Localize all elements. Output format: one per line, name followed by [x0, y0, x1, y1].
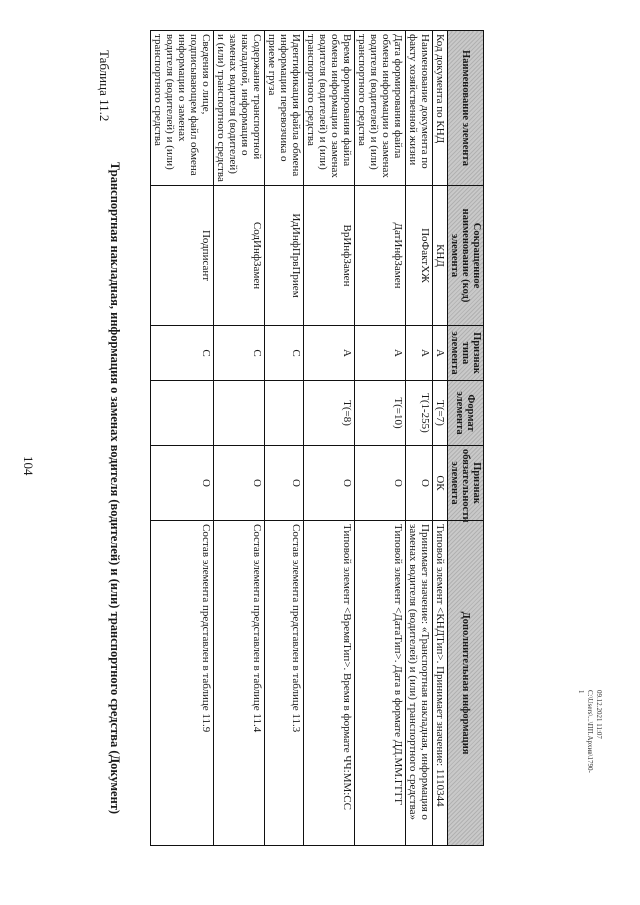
cell-mandatory-flag: О	[355, 446, 406, 521]
table-row	[265, 31, 304, 846]
table-container	[150, 30, 484, 846]
cell-additional-info: Типовой элемент <КНДТип>. Принимает значение: 1110344	[433, 521, 448, 846]
table-row	[355, 31, 406, 846]
table-row	[151, 31, 214, 846]
elements-table	[150, 30, 484, 846]
cell-format: Т(=8)	[304, 381, 355, 446]
cell-element-name: Идентификация файла обмена информации перевозчика о приеме груза	[265, 31, 304, 186]
cell-type-flag: С	[214, 326, 265, 381]
cell-type-flag: А	[433, 326, 448, 381]
header-element-name: Наименование элемента	[448, 31, 484, 186]
cell-short-code: ПоФактХЖ	[406, 186, 433, 326]
document-title: Транспортная накладная, информация о заменах водителя (водителей) и (или) транспортного средства (Документ)	[108, 161, 122, 815]
cell-format: Т(=10)	[355, 381, 406, 446]
cell-format: Т(=7)	[433, 381, 448, 446]
cell-mandatory-flag: О	[265, 446, 304, 521]
cell-mandatory-flag: ОК	[433, 446, 448, 521]
print-timestamp: 09.12.2021 11:07	[595, 690, 603, 739]
page-number: 104	[21, 456, 36, 476]
cell-mandatory-flag: О	[214, 446, 265, 521]
cell-format	[265, 381, 304, 446]
cell-type-flag: А	[355, 326, 406, 381]
cell-mandatory-flag: О	[151, 446, 214, 521]
cell-format: Т(1-255)	[406, 381, 433, 446]
cell-short-code: ВрИнфЗамен	[304, 186, 355, 326]
header-type-flag: Признак типа элемента	[448, 326, 484, 381]
cell-element-name: Дата формирования файла обмена информации о заменах водителя (водителей) и (или) транспортного средства	[355, 31, 406, 186]
cell-short-code: СодИнфЗамен	[214, 186, 265, 326]
cell-short-code: КНД	[433, 186, 448, 326]
cell-element-name: Сведения о лице, подписывающем файл обмена информации о заменах водителя (водителей) и (или) транспортного средства	[151, 31, 214, 186]
cell-mandatory-flag: О	[304, 446, 355, 521]
cell-element-name: Содержание транспортной накладной, информация о заменах водителя (водителей) и (или) транспортного средства	[214, 31, 265, 186]
cell-additional-info: Типовой элемент <ВремяТип>. Время в формате ЧЧ:ММ:СС	[304, 521, 355, 846]
cell-mandatory-flag: О	[406, 446, 433, 521]
cell-short-code: ДатИнфЗамен	[355, 186, 406, 326]
cell-type-flag: С	[265, 326, 304, 381]
table-row	[406, 31, 433, 846]
cell-element-name: Время формирования файла обмена информации о заменах водителя (водителей) и (или) транспортного средства	[304, 31, 355, 186]
print-footer	[576, 690, 603, 773]
file-path: C:\Users\...\ПП.Архив\1790-1	[577, 690, 594, 773]
cell-short-code: Подписант	[151, 186, 214, 326]
table-header-row	[448, 31, 484, 846]
header-additional-info: Дополнительная информация	[448, 521, 484, 846]
header-short-code: Сокращенное наименование (код) элемента	[448, 186, 484, 326]
cell-additional-info: Типовой элемент <ДатаТип>. Дата в формате ДД.ММ.ГГГГ	[355, 521, 406, 846]
cell-element-name: Наименование документа по факту хозяйственной жизни	[406, 31, 433, 186]
cell-additional-info: Состав элемента представлен в таблице 11.9	[151, 521, 214, 846]
table-row	[304, 31, 355, 846]
header-format: Формат элемента	[448, 381, 484, 446]
table-number: Таблица 11.2	[97, 50, 112, 122]
cell-type-flag: А	[304, 326, 355, 381]
cell-type-flag: С	[151, 326, 214, 381]
header-mandatory-flag: Признак обязательности элемента	[448, 446, 484, 521]
cell-element-name: Код документа по КНД	[433, 31, 448, 186]
table-row	[433, 31, 448, 846]
table-row	[214, 31, 265, 846]
cell-format	[151, 381, 214, 446]
cell-additional-info: Состав элемента представлен в таблице 11.3	[265, 521, 304, 846]
cell-format	[214, 381, 265, 446]
cell-type-flag: А	[406, 326, 433, 381]
cell-additional-info: Состав элемента представлен в таблице 11.4	[214, 521, 265, 846]
cell-additional-info: Принимает значение: «Транспортная накладная, информация о заменах водителя (водителей) и (или) транспортного средства»	[406, 521, 433, 846]
cell-short-code: ИдИнфПрвПрием	[265, 186, 304, 326]
